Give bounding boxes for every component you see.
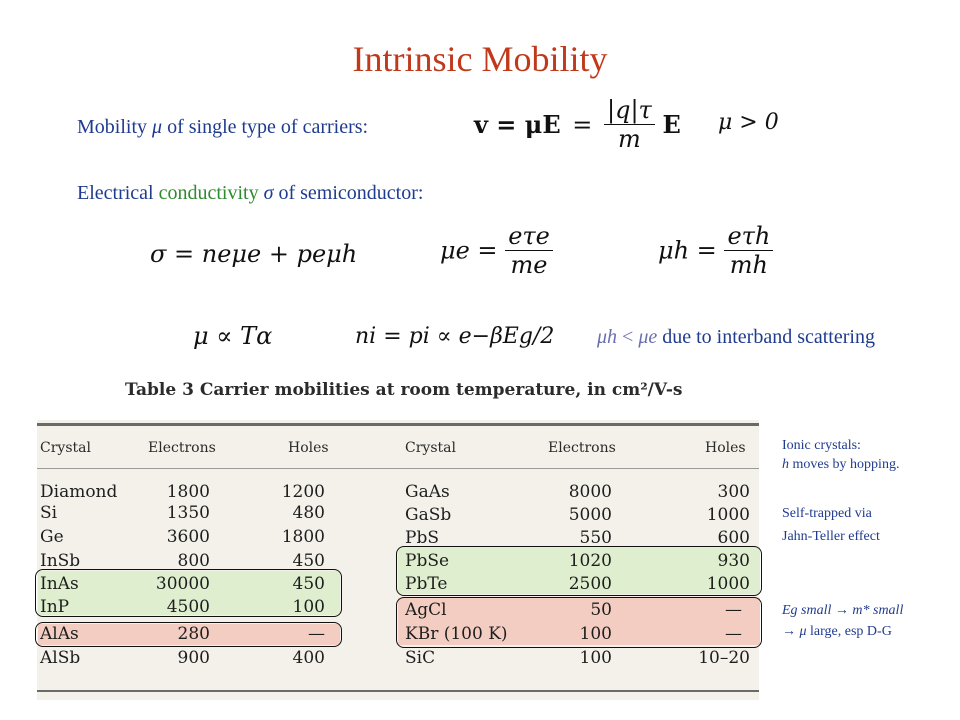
table-row-inas-holes: 450 <box>292 574 325 594</box>
mobility-equation <box>474 96 681 153</box>
conductivity-word: conductivity <box>158 182 259 204</box>
hole-symbol: h <box>782 457 789 472</box>
mobility-suffix: of single type of carriers: <box>162 116 369 138</box>
conductivity-equation: σ = neμe + peμh <box>150 240 358 268</box>
hopping-text: moves by hopping. <box>789 457 900 472</box>
velocity-relation: v = μE <box>474 110 561 139</box>
table-row-pbse-crystal: PbSe <box>405 551 450 571</box>
table-row-alas-crystal: AlAs <box>40 624 79 644</box>
header-holes-left: Holes <box>288 440 329 456</box>
hole-mobility-equation <box>658 222 773 279</box>
band-gap-note <box>782 599 903 642</box>
mu-h-fraction <box>724 222 773 279</box>
equals-sign: = <box>572 110 593 139</box>
table-row-insb-electrons: 800 <box>177 551 210 571</box>
header-electrons-right: Electrons <box>548 440 616 456</box>
table-row-sic-crystal: SiC <box>405 648 436 668</box>
table-row-si-electrons: 1350 <box>166 503 210 523</box>
table-row-alsb-holes: 400 <box>292 648 325 668</box>
table-row-kbr-crystal: KBr (100 K) <box>405 624 508 644</box>
mobility-comparison <box>597 326 875 349</box>
large-text: large, esp D-G <box>806 624 892 639</box>
table-row-ge-crystal: Ge <box>40 527 64 547</box>
mobility-prefix: Mobility <box>77 116 153 138</box>
table-bottom-rule <box>37 690 759 692</box>
table-row-pbte-electrons: 2500 <box>568 574 612 594</box>
temperature-dependence-equation: μ ∝ Tα <box>193 322 273 350</box>
carrier-density-equation: ni = pi ∝ e−βEg/2 <box>355 324 555 349</box>
field-symbol: E <box>662 110 681 139</box>
table-row-inp-holes: 100 <box>292 597 325 617</box>
mobility-definition <box>77 116 368 139</box>
mobility-fraction <box>604 96 655 153</box>
ionic-crystals-note <box>782 436 899 474</box>
mu-e-fraction <box>505 222 553 279</box>
table-row-sic-holes: 10–20 <box>698 648 750 668</box>
table-row-pbs-crystal: PbS <box>405 528 439 548</box>
table-row-inas-crystal: InAs <box>40 574 79 594</box>
conductivity-suffix: of semiconductor: <box>278 182 424 204</box>
table-row-inp-crystal: InP <box>40 597 70 617</box>
table-row-alsb-crystal: AlSb <box>40 648 81 668</box>
mobility-positive: μ > 0 <box>718 110 779 135</box>
table-row-diamond-electrons: 1800 <box>166 482 210 502</box>
table-row-si-crystal: Si <box>40 503 58 523</box>
mu-h-lhs: μh = <box>658 236 717 265</box>
table-row-diamond-holes: 1200 <box>281 482 325 502</box>
mobility-symbol: μ <box>152 116 163 138</box>
table-row-insb-crystal: InSb <box>40 551 81 571</box>
self-trapped-note <box>782 502 880 548</box>
table-row-pbs-electrons: 550 <box>579 528 612 548</box>
conductivity-definition <box>77 182 423 205</box>
table-row-pbse-electrons: 1020 <box>568 551 612 571</box>
table-row-agcl-crystal: AgCl <box>405 600 447 620</box>
table-row-pbte-crystal: PbTe <box>405 574 448 594</box>
mobility-numerator: |q|τ <box>604 96 655 125</box>
table-row-alas-holes: — <box>308 624 325 644</box>
table-row-gasb-holes: 1000 <box>706 505 750 525</box>
table-row-kbr-holes: — <box>725 624 742 644</box>
selftrap-line1: Self-trapped via <box>782 506 872 521</box>
table-row-insb-holes: 450 <box>292 551 325 571</box>
table-row-pbte-holes: 1000 <box>706 574 750 594</box>
table-row-gaas-crystal: GaAs <box>405 482 450 502</box>
eg-small-line: Eg small → m* small <box>782 603 904 618</box>
mu-h-denominator: mh <box>729 251 769 279</box>
table-row-agcl-electrons: 50 <box>590 600 612 620</box>
table-row-agcl-holes: — <box>725 600 742 620</box>
conductivity-prefix: Electrical <box>77 182 159 204</box>
mu-e-lhs: μe = <box>440 236 498 265</box>
table-header-rule <box>37 468 759 469</box>
electron-mobility-equation <box>440 222 553 279</box>
table-row-si-holes: 480 <box>292 503 325 523</box>
table-row-inp-electrons: 4500 <box>166 597 210 617</box>
selftrap-line2: Jahn-Teller effect <box>782 529 880 544</box>
conductivity-symbol: σ <box>258 182 279 204</box>
table-row-ge-electrons: 3600 <box>166 527 210 547</box>
table-row-gaas-electrons: 8000 <box>568 482 612 502</box>
mu-large-line <box>782 622 903 642</box>
table-row-alas-electrons: 280 <box>177 624 210 644</box>
table-row-gasb-electrons: 5000 <box>568 505 612 525</box>
table-row-diamond-crystal: Diamond <box>40 482 118 502</box>
mu-h-symbol: μh <box>597 326 618 348</box>
mu-e-numerator: eτe <box>505 222 553 251</box>
mobility-denominator: m <box>618 125 641 153</box>
table-row-pbse-holes: 930 <box>717 551 750 571</box>
slide-title: Intrinsic Mobility <box>352 39 608 79</box>
table-row-gaas-holes: 300 <box>717 482 750 502</box>
table-row-sic-electrons: 100 <box>579 648 612 668</box>
header-electrons-left: Electrons <box>148 440 216 456</box>
arrow-prefix: → <box>782 624 800 639</box>
table-top-rule <box>37 423 759 426</box>
header-holes-right: Holes <box>705 440 746 456</box>
table-row-kbr-electrons: 100 <box>579 624 612 644</box>
table-row-ge-holes: 1800 <box>281 527 325 547</box>
header-crystal-right: Crystal <box>405 440 456 456</box>
ionic-note-line1: Ionic crystals: <box>782 438 861 453</box>
table-row-pbs-holes: 600 <box>717 528 750 548</box>
mu-e-symbol: μe <box>638 326 658 348</box>
header-crystal-left: Crystal <box>40 440 91 456</box>
mu-e-denominator: me <box>510 251 548 279</box>
less-than-sign: < <box>617 326 639 348</box>
mu-symbol: μ <box>799 624 807 639</box>
table-row-inas-electrons: 30000 <box>155 574 210 594</box>
ionic-note-line2 <box>782 455 899 474</box>
mu-h-numerator: eτh <box>724 222 773 251</box>
table-caption: Table 3 Carrier mobilities at room temperature, in cm²/V-s <box>125 380 683 400</box>
table-row-alsb-electrons: 900 <box>177 648 210 668</box>
table-row-gasb-crystal: GaSb <box>405 505 452 525</box>
comparison-note: due to interband scattering <box>657 326 875 348</box>
